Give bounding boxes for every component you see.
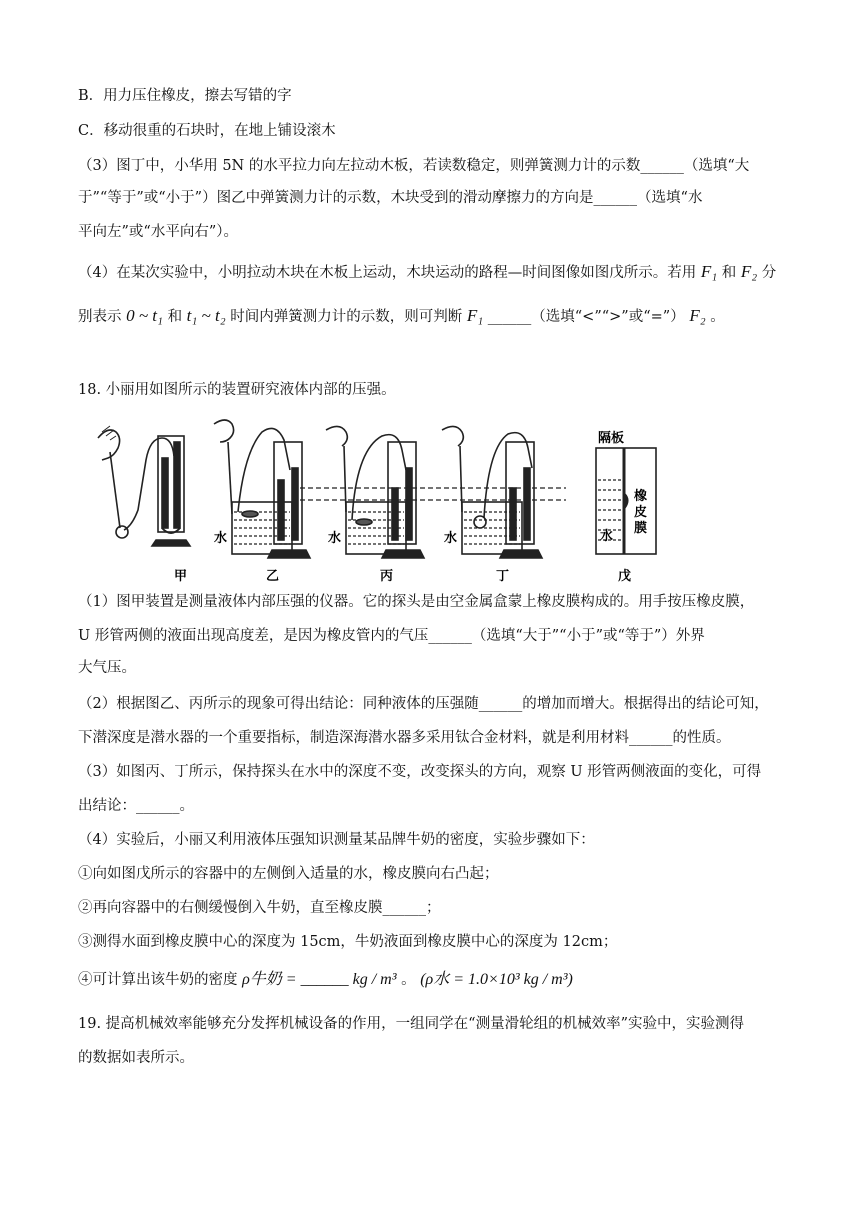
math-f1: F₁	[466, 306, 484, 325]
membrane-label-1: 橡	[634, 489, 648, 504]
line-b: B．用力压住橡皮，擦去写错的字	[78, 88, 292, 104]
water-label-ding: 水	[444, 531, 458, 546]
question-19-line1: 19. 提高机械效率能够充分发挥机械设备的作用，一组同学在“测量滑轮组的机械效率”实验中，实验测得	[78, 1016, 744, 1032]
part1-line2: U 形管两侧的液面出现高度差，是因为橡皮管内的气压______（选填“大于”“小于”或“等于”）外界	[78, 628, 705, 644]
step-4: ④可计算出该牛奶的密度 ρ牛奶 = ______ kg / m³ 。 (ρ水 = 1.0×10³ kg / m³)	[78, 971, 573, 988]
line-q4-1: （4）在某次实验中，小明拉动木块在木板上运动，木块运动的路程—时间图像如图戊所示。若用 F₁ 和 F₂ 分	[78, 262, 777, 281]
pressure-apparatus-figure	[96, 418, 676, 590]
math-f2: F₂	[689, 306, 706, 325]
line-q3-2: 于”“等于”或“小于”）图乙中弹簧测力计的示数，木块受到的滑动摩擦力的方向是______（选填“水	[78, 190, 703, 206]
part1-line1: （1）图甲装置是测量液体内部压强的仪器。它的探头是由空金属盒蒙上橡皮膜构成的。用手按压橡皮膜，	[78, 594, 755, 610]
partition-label: 隔板	[598, 431, 625, 446]
math-rho-water: (ρ水 = 1.0×10³ kg / m³)	[420, 971, 573, 988]
part2-line2: 下潜深度是潜水器的一个重要指标，制造深海潜水器多采用钛合金材料，就是利用材料______的性质。	[78, 730, 731, 746]
water-label-yi: 水	[214, 531, 228, 546]
math-f1: F₁	[700, 262, 718, 281]
label-bing: 丙	[380, 569, 394, 584]
apparatus-jia	[98, 426, 190, 546]
label-yi: 乙	[266, 569, 280, 584]
water-label-wu: 水	[600, 529, 614, 544]
water-label-bing: 水	[328, 531, 342, 546]
label-jia: 甲	[174, 569, 188, 584]
question-18: 18. 小丽用如图所示的装置研究液体内部的压强。	[78, 382, 396, 398]
step-1: ①向如图戊所示的容器中的左侧倒入适量的水，橡皮膜向右凸起；	[78, 866, 499, 882]
step-3: ③测得水面到橡皮膜中心的深度为 15cm，牛奶液面到橡皮膜中心的深度为 12cm；	[78, 934, 618, 950]
apparatus-yi	[214, 420, 310, 558]
math-range2: t₁ ~ t₂	[186, 306, 226, 325]
label-wu: 戊	[618, 569, 632, 584]
question-19-line2: 的数据如表所示。	[78, 1050, 194, 1066]
membrane-label-2: 皮	[634, 505, 648, 520]
line-c: C．移动很重的石块时，在地上铺设滚木	[78, 123, 336, 139]
part2-line1: （2）根据图乙、丙所示的现象可得出结论：同种液体的压强随______的增加而增大。根据得出的结论可知，	[78, 696, 769, 712]
part4-line: （4）实验后，小丽又利用液体压强知识测量某品牌牛奶的密度，实验步骤如下：	[78, 832, 595, 848]
line-q3-1: （3）图丁中，小华用 5N 的水平拉力向左拉动木板，若读数稳定，则弹簧测力计的示数______（选填“大	[78, 158, 750, 174]
part1-line3: 大气压。	[78, 660, 136, 676]
math-range1: 0 ~ t₁	[126, 306, 163, 325]
line-q4-2: 别表示 0 ~ t₁ 和 t₁ ~ t₂ 时间内弹簧测力计的示数，则可判断 F₁ ______（选填“<”“>”或“=”） F₂ 。	[78, 306, 725, 325]
part3-line2: 出结论：______。	[78, 798, 194, 814]
math-f2: F₂	[740, 262, 758, 281]
math-rho-milk: ρ牛奶 = ______ kg / m³	[242, 971, 397, 988]
line-q3-3: 平向左”或“水平向右”）。	[78, 224, 238, 240]
membrane-label-3: 膜	[634, 521, 648, 536]
label-ding: 丁	[496, 569, 510, 584]
step-2: ②再向容器中的右侧缓慢倒入牛奶，直至橡皮膜______；	[78, 900, 441, 916]
part3-line1: （3）如图丙、丁所示，保持探头在水中的深度不变，改变探头的方向，观察 U 形管两侧液面的变化，可得	[78, 764, 762, 780]
